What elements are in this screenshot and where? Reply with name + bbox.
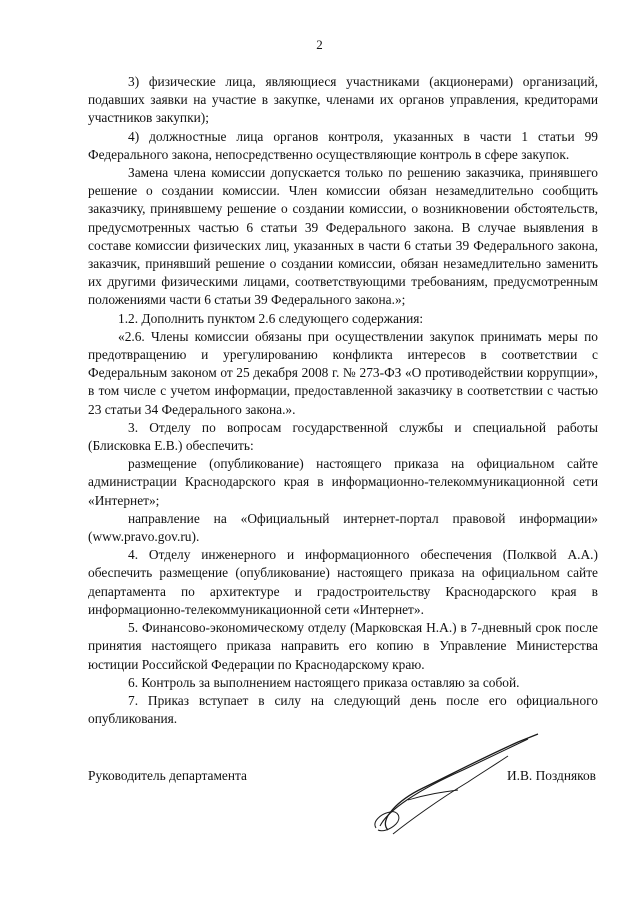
paragraph-5: 5. Финансово-экономическому отделу (Марковская Н.А.) в 7-дневный срок после принятия настоящего приказа направить его копию в Управление Министерства юстиции Российской Федерации по Краснодарскому краю. bbox=[88, 620, 598, 672]
paragraph-item-4: 4) должностные лица органов контроля, указанных в части 1 статьи 99 Федерального закона, непосредственно осуществляющие контроль в сфере закупок. bbox=[88, 128, 598, 162]
page-number: 2 bbox=[316, 37, 323, 52]
paragraph-item-3: 3) физические лица, являющиеся участниками (акционерами) организаций, подавших заявки на участие в закупке, членами их органов управления, кредиторами участников закупки); bbox=[88, 74, 598, 126]
paragraph-commission-replacement: Замена члена комиссии допускается только по решению заказчика, принявшего решение о создании комиссии. Член комиссии обязан незамедлительно сообщить заказчику, принявшему решение о создании комиссии, о возникновении обстоятельств, предусмотренных частью 6 статьи 39 Федерального закона. В случае выявления в составе комиссии физических лиц, указанных в части 6 статьи 39 Федерального закона, заказчик, принявший решение о создании комиссии, обязан незамедлительно заменить их другими физическими лицами, соответствующими требованиям, предусмотренным положениями части 6 статьи 39 Федерального закона.»; bbox=[88, 165, 598, 308]
paragraph-7: 7. Приказ вступает в силу на следующий день после его официального опубликования. bbox=[88, 692, 598, 727]
paragraph-3: 3. Отделу по вопросам государственной службы и специальной работы (Блисковка Е.В.) обеспечить: bbox=[88, 419, 598, 454]
paragraph-2-6: «2.6. Члены комиссии обязаны при осуществлении закупок принимать меры по предотвращению и урегулированию конфликта интересов в соответствии с Федеральным законом от 25 декабря 2008 г. № 273-ФЗ «О противодействии коррупции», в том числе с учетом информации, предоставленной заказчику в соответствии с частью 23 статьи 34 Федерального закона.». bbox=[88, 328, 598, 417]
paragraph-6: 6. Контроль за выполнением настоящего приказа оставляю за собой. bbox=[128, 674, 520, 690]
signature-block bbox=[88, 767, 598, 787]
signer-name: И.В. Поздняков bbox=[506, 768, 596, 783]
document-body bbox=[88, 73, 598, 728]
paragraph-3-portal: направление на «Официальный интернет-портал правовой информации» (www.pravo.gov.ru). bbox=[88, 510, 598, 545]
signer-title: Руководитель департамента bbox=[88, 768, 247, 783]
paragraph-3-publication: размещение (опубликование) настоящего приказа на официальном сайте администрации Краснодарского края в информационно-телекоммуникационной сети «Интернет»; bbox=[88, 456, 598, 508]
paragraph-1-2: 1.2. Дополнить пунктом 2.6 следующего содержания: bbox=[118, 310, 424, 326]
paragraph-4: 4. Отделу инженерного и информационного обеспечения (Полквой А.А.) обеспечить размещение (опубликование) настоящего приказа на официальном сайте департамента по архитектуре и градостроительству Краснодарского края в информационно-телекоммуникационной сети «Интернет». bbox=[88, 547, 598, 617]
